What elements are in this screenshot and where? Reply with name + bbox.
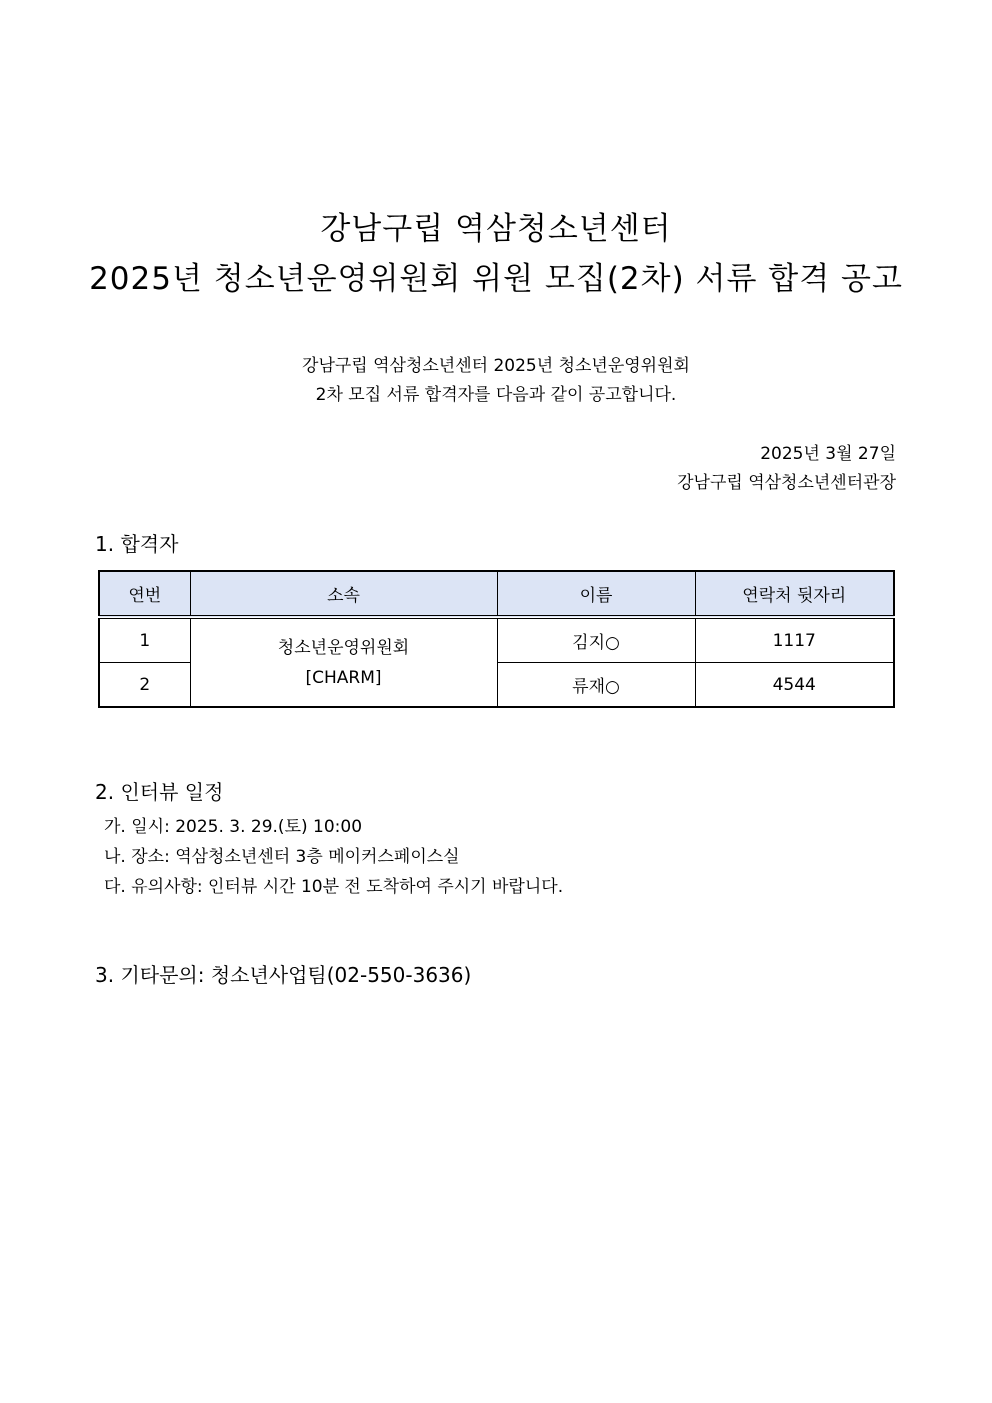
section-winners-heading: 1. 합격자 xyxy=(95,532,179,556)
header-no: 연번 xyxy=(99,571,190,617)
intro-line-2: 2차 모집 서류 합격자를 다음과 같이 공고합니다. xyxy=(315,385,677,405)
table-row xyxy=(99,617,894,663)
document-title xyxy=(0,204,992,304)
announcement-date: 2025년 3월 27일 xyxy=(760,444,896,464)
cell-no: 2 xyxy=(99,663,190,708)
intro-line-1: 강남구립 역삼청소년센터 2025년 청소년운영위원회 xyxy=(302,356,690,376)
title-line-2: 2025년 청소년운영위원회 위원 모집(2차) 서류 합격 공고 xyxy=(89,261,903,297)
schedule-item-datetime: 가. 일시: 2025. 3. 29.(토) 10:00 xyxy=(104,817,363,837)
section-contact-heading: 3. 기타문의: 청소년사업팀(02-550-3636) xyxy=(95,963,472,987)
winners-table xyxy=(98,570,895,708)
header-affiliation: 소속 xyxy=(190,571,497,617)
interview-schedule-list xyxy=(104,812,563,902)
affiliation-line-1: 청소년운영위원회 xyxy=(277,637,410,658)
cell-name: 류재○ xyxy=(497,663,695,708)
issuer-name: 강남구립 역삼청소년센터관장 xyxy=(677,473,896,493)
cell-phone: 4544 xyxy=(695,663,894,708)
table-header-row xyxy=(99,571,894,617)
cell-no: 1 xyxy=(99,617,190,663)
schedule-item-location: 나. 장소: 역삼청소년센터 3층 메이커스페이스실 xyxy=(104,847,460,867)
cell-affiliation xyxy=(190,617,497,707)
schedule-item-notice: 다. 유의사항: 인터뷰 시간 10분 전 도착하여 주시기 바랍니다. xyxy=(104,877,564,897)
header-phone: 연락처 뒷자리 xyxy=(695,571,894,617)
signature-block xyxy=(677,440,896,498)
cell-name: 김지○ xyxy=(497,617,695,663)
intro-paragraph xyxy=(0,352,992,410)
cell-phone: 1117 xyxy=(695,617,894,663)
affiliation-line-2: [CHARM] xyxy=(305,667,382,688)
header-name: 이름 xyxy=(497,571,695,617)
section-interview-heading: 2. 인터뷰 일정 xyxy=(95,780,224,804)
title-line-1: 강남구립 역삼청소년센터 xyxy=(320,211,672,247)
